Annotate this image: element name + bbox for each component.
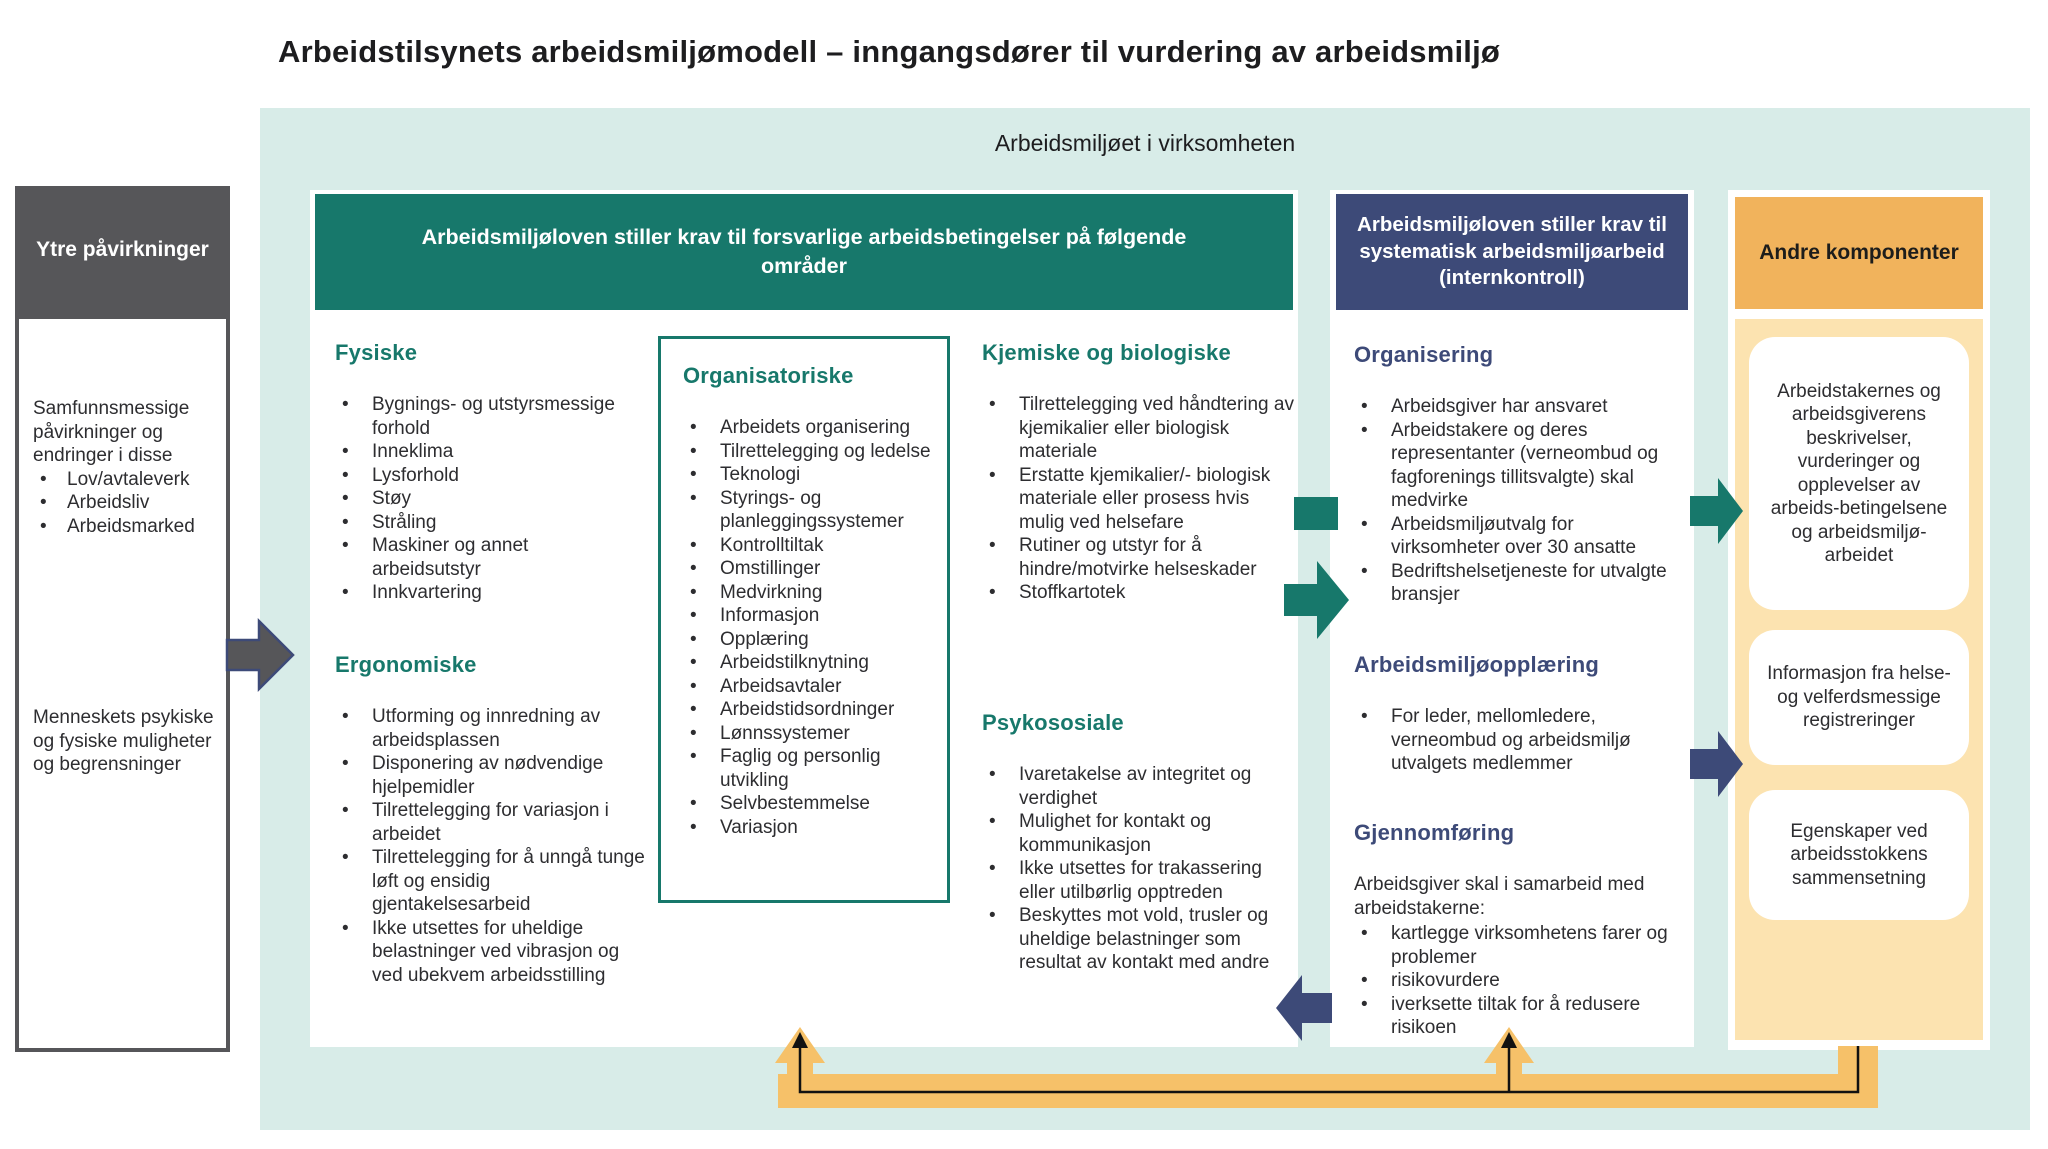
- list-item: • For leder, mellomledere, verneombud og arbeidsmiljø utvalgets medlemmer: [1354, 705, 1684, 776]
- section-list: [683, 416, 939, 839]
- list-item: • Opplæring: [683, 628, 939, 652]
- list-item: • Selvbestemmelse: [683, 792, 939, 816]
- list-item: • Erstatte kjemikalier/- biologisk materiale eller prosess hvis mulig ved helsefare: [982, 464, 1294, 535]
- external-block1: [33, 397, 216, 538]
- section-heading: Organisatoriske: [683, 363, 854, 388]
- list-item: • kartlegge virksomhetens farer og problemer: [1354, 922, 1684, 969]
- section-list: [1354, 395, 1684, 607]
- list-item: • Medvirkning: [683, 581, 939, 605]
- section-arbeidsmiljoopplaering: [1354, 652, 1684, 776]
- section-list: [1354, 705, 1684, 776]
- external-block2: Menneskets psykiske og fysiske muligheter og begrensninger: [33, 707, 214, 775]
- other-components-header: Andre komponenter: [1735, 197, 1983, 309]
- list-item: • Maskiner og annet arbeidsutstyr: [335, 534, 640, 581]
- list-item: • Lov/avtaleverk: [33, 468, 216, 492]
- list-item: • Tilrettelegging for variasjon i arbeidet: [335, 799, 647, 846]
- section-psykososiale: [982, 710, 1294, 975]
- panel-working-conditions-header: Arbeidsmiljøloven stiller krav til forsvarlige arbeidsbetingelser på følgende områder: [315, 194, 1293, 310]
- list-item: • Arbeidsmiljøutvalg for virksomheter over 30 ansatte: [1354, 513, 1684, 560]
- list-item: • Styrings- og planleggingssystemer: [683, 487, 939, 534]
- other-components-card: Egenskaper ved arbeidsstokkens sammensetning: [1749, 790, 1969, 920]
- section-list: [335, 705, 647, 987]
- list-item: • Beskyttes mot vold, trusler og uheldige belastninger som resultat av kontakt med andre: [982, 904, 1294, 975]
- section-gjennomforing: [1354, 820, 1684, 1040]
- list-item: • Ivaretakelse av integritet og verdighet: [982, 763, 1294, 810]
- list-item: • Arbeidstidsordninger: [683, 698, 939, 722]
- section-heading: Gjennomføring: [1354, 820, 1515, 845]
- panel-systematic-work-header: Arbeidsmiljøloven stiller krav til systematisk arbeidsmiljøarbeid (internkontroll): [1336, 194, 1688, 310]
- other-components-card: Informasjon fra helse- og velferdsmessige registreringer: [1749, 630, 1969, 765]
- section-heading: Fysiske: [335, 340, 418, 365]
- list-item: • Kontrolltiltak: [683, 534, 939, 558]
- list-item: • Informasjon: [683, 604, 939, 628]
- section-kjemiske-og-biologiske: [982, 340, 1294, 605]
- page-title: Arbeidstilsynets arbeidsmiljømodell – inngangsdører til vurdering av arbeidsmiljø: [278, 34, 1501, 69]
- list-item: • Variasjon: [683, 816, 939, 840]
- list-item: • Teknologi: [683, 463, 939, 487]
- section-intro: Arbeidsgiver skal i samarbeid med arbeidstakerne:: [1354, 874, 1645, 919]
- environment-area-label: Arbeidsmiljøet i virksomheten: [994, 130, 1296, 156]
- list-item: • Rutiner og utstyr for å hindre/motvirke helseskader: [982, 534, 1294, 581]
- section-heading: Arbeidsmiljøopplæring: [1354, 652, 1599, 677]
- external-influences-header: Ytre påvirkninger: [15, 186, 230, 315]
- list-item: • Tilrettelegging for å unngå tunge løft og ensidig gjentakelsesarbeid: [335, 846, 647, 917]
- list-item: • Mulighet for kontakt og kommunikasjon: [982, 810, 1294, 857]
- list-item: • Arbeidstilknytning: [683, 651, 939, 675]
- section-fysiske: [335, 340, 640, 605]
- list-item: • Arbeidsgiver har ansvaret: [1354, 395, 1684, 419]
- list-item: • Arbeidsliv: [33, 491, 216, 515]
- list-item: • Arbeidets organisering: [683, 416, 939, 440]
- section-list: [335, 393, 640, 605]
- list-item: • Støy: [335, 487, 640, 511]
- list-item: • Tilrettelegging ved håndtering av kjemikalier eller biologisk materiale: [982, 393, 1294, 464]
- list-item: • Faglig og personlig utvikling: [683, 745, 939, 792]
- section-heading: Kjemiske og biologiske: [982, 340, 1231, 365]
- panel-systematic-work: [1330, 190, 1694, 1047]
- list-item: • Omstillinger: [683, 557, 939, 581]
- list-item: • Stoffkartotek: [982, 581, 1294, 605]
- section-list: [982, 763, 1294, 975]
- list-item: • Bygnings- og utstyrsmessige forhold: [335, 393, 640, 440]
- list-item: • Inneklima: [335, 440, 640, 464]
- external-influences-body: [15, 315, 230, 1052]
- section-organisatoriske-box: [658, 336, 950, 903]
- section-list: [1354, 922, 1684, 1040]
- panel-other-components: [1728, 190, 1990, 1050]
- list-item: • Innkvartering: [335, 581, 640, 605]
- list-item: • Tilrettelegging og ledelse: [683, 440, 939, 464]
- section-ergonomiske: [335, 652, 647, 987]
- list-item: • Arbeidsavtaler: [683, 675, 939, 699]
- section-heading: Ergonomiske: [335, 652, 477, 677]
- list-item: • Ikke utsettes for trakassering eller utilbørlig opptreden: [982, 857, 1294, 904]
- section-list: [982, 393, 1294, 605]
- list-item: • iverksette tiltak for å redusere risikoen: [1354, 993, 1684, 1040]
- list-item: • Utforming og innredning av arbeidsplassen: [335, 705, 647, 752]
- list-item: • Lønnssystemer: [683, 722, 939, 746]
- panel-working-conditions: [310, 190, 1298, 1047]
- list-item: • Arbeidstakere og deres representanter (verneombud og fagforenings tillitsvalgte) skal medvirke: [1354, 419, 1684, 513]
- list-item: • risikovurdere: [1354, 969, 1684, 993]
- list-item: • Arbeidsmarked: [33, 515, 216, 539]
- list-item: • Lysforhold: [335, 464, 640, 488]
- list-item: • Bedriftshelsetjeneste for utvalgte bransjer: [1354, 560, 1684, 607]
- list-item: • Ikke utsettes for uheldige belastninger ved vibrasjon og ved ubekvem arbeidsstilling: [335, 917, 647, 988]
- section-heading: Psykososiale: [982, 710, 1124, 735]
- section-heading: Organisering: [1354, 342, 1494, 367]
- external-block1-intro: Samfunnsmessige påvirkninger og endringer i disse: [33, 398, 190, 466]
- list-item: • Stråling: [335, 511, 640, 535]
- other-components-body: [1735, 319, 1983, 1040]
- external-block1-list: [33, 468, 216, 539]
- list-item: • Disponering av nødvendige hjelpemidler: [335, 752, 647, 799]
- other-components-card: Arbeidstakernes og arbeidsgiverens beskrivelser, vurderinger og opplevelser av arbeids-betingelsene og arbeidsmiljø-arbeidet: [1749, 337, 1969, 610]
- section-organisering: [1354, 342, 1684, 607]
